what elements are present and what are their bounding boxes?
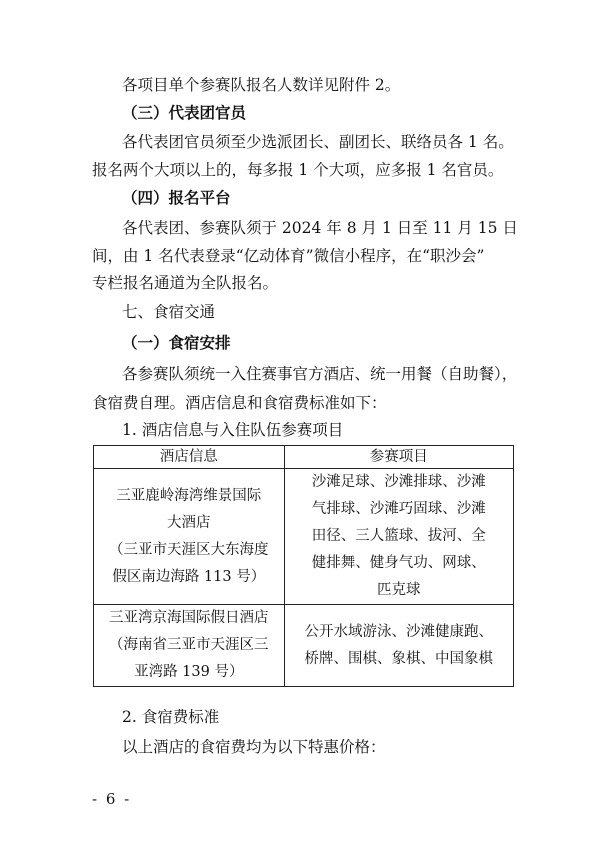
paragraph-officials-line1: 各代表团官员须至少选派团长、副团长、联络员各 1 名。 [122,133,514,151]
table-row [94,605,514,687]
hotel-line: （三亚市天涯区大东海度 [109,541,269,558]
paragraph-platform-line1: 各代表团、参赛队须于 2024 年 8 月 1 日至 11 月 15 日 [122,219,518,237]
table-header-row [94,446,514,469]
hotel-line: 假区南边海路 113 号） [112,568,266,585]
event-line: 气排球、沙滩巧固球、沙滩 [311,501,486,517]
header-events: 参赛项目 [284,446,513,469]
paragraph-accommodation-line2: 食宿费自理。酒店信息和食宿费标准如下： [92,394,387,412]
paragraph-officials-line2: 报名两个大项以上的，每多报 1 个大项，应多报 1 名官员。 [92,161,504,179]
page-number: - 6 - [92,790,132,808]
hotel-line: 三亚鹿岭海湾维景国际 [116,487,262,504]
event-line: 匹克球 [377,582,421,598]
events-cell [284,469,513,605]
heading-accommodation: （一）食宿安排 [122,334,231,352]
paragraph-accommodation-line1: 各参赛队须统一入住赛事官方酒店、统一用餐（自助餐）， [122,365,518,383]
event-line: 桥牌、围棋、象棋、中国象棋 [304,650,494,667]
heading-registration-platform: （四）报名平台 [122,189,231,207]
hotel-cell [94,605,285,687]
hotel-line: （海南省三亚市天涯区三 [109,637,269,653]
table-row [94,469,514,605]
hotel-cell [94,469,285,605]
hotel-table [93,445,514,687]
section-title-accommodation-transport: 七、食宿交通 [122,303,216,321]
paragraph-platform-line3: 专栏报名通道为全队报名。 [92,274,279,292]
header-hotel-info: 酒店信息 [94,446,285,469]
paragraph-platform-line2: 间，由 1 名代表登录“亿动体育”微信小程序，在“职沙会” [92,247,485,265]
caption-t1: 1. 酒店信息与入住队伍参赛项目 [122,421,344,439]
heading-delegation-officials: （三）代表团官员 [122,104,247,122]
caption-t2: 2. 食宿费标准 [122,708,220,726]
paragraph-prices: 以上酒店的食宿费均为以下特惠价格： [122,738,386,756]
events-cell [284,605,513,687]
paragraph-attachment-note: 各项目单个参赛队报名人数详见附件 2。 [122,76,401,94]
hotel-line: 三亚湾京海国际假日酒店 [109,610,269,626]
event-line: 公开水域游泳、沙滩健康跑、 [304,623,494,640]
hotel-line: 大酒店 [167,514,211,531]
event-line: 健排舞、健身气功、网球、 [311,555,486,571]
event-line: 田径、三人篮球、拔河、全 [311,528,486,544]
hotel-line: 亚湾路 139 号） [134,664,244,680]
event-line: 沙滩足球、沙滩排球、沙滩 [311,474,486,490]
